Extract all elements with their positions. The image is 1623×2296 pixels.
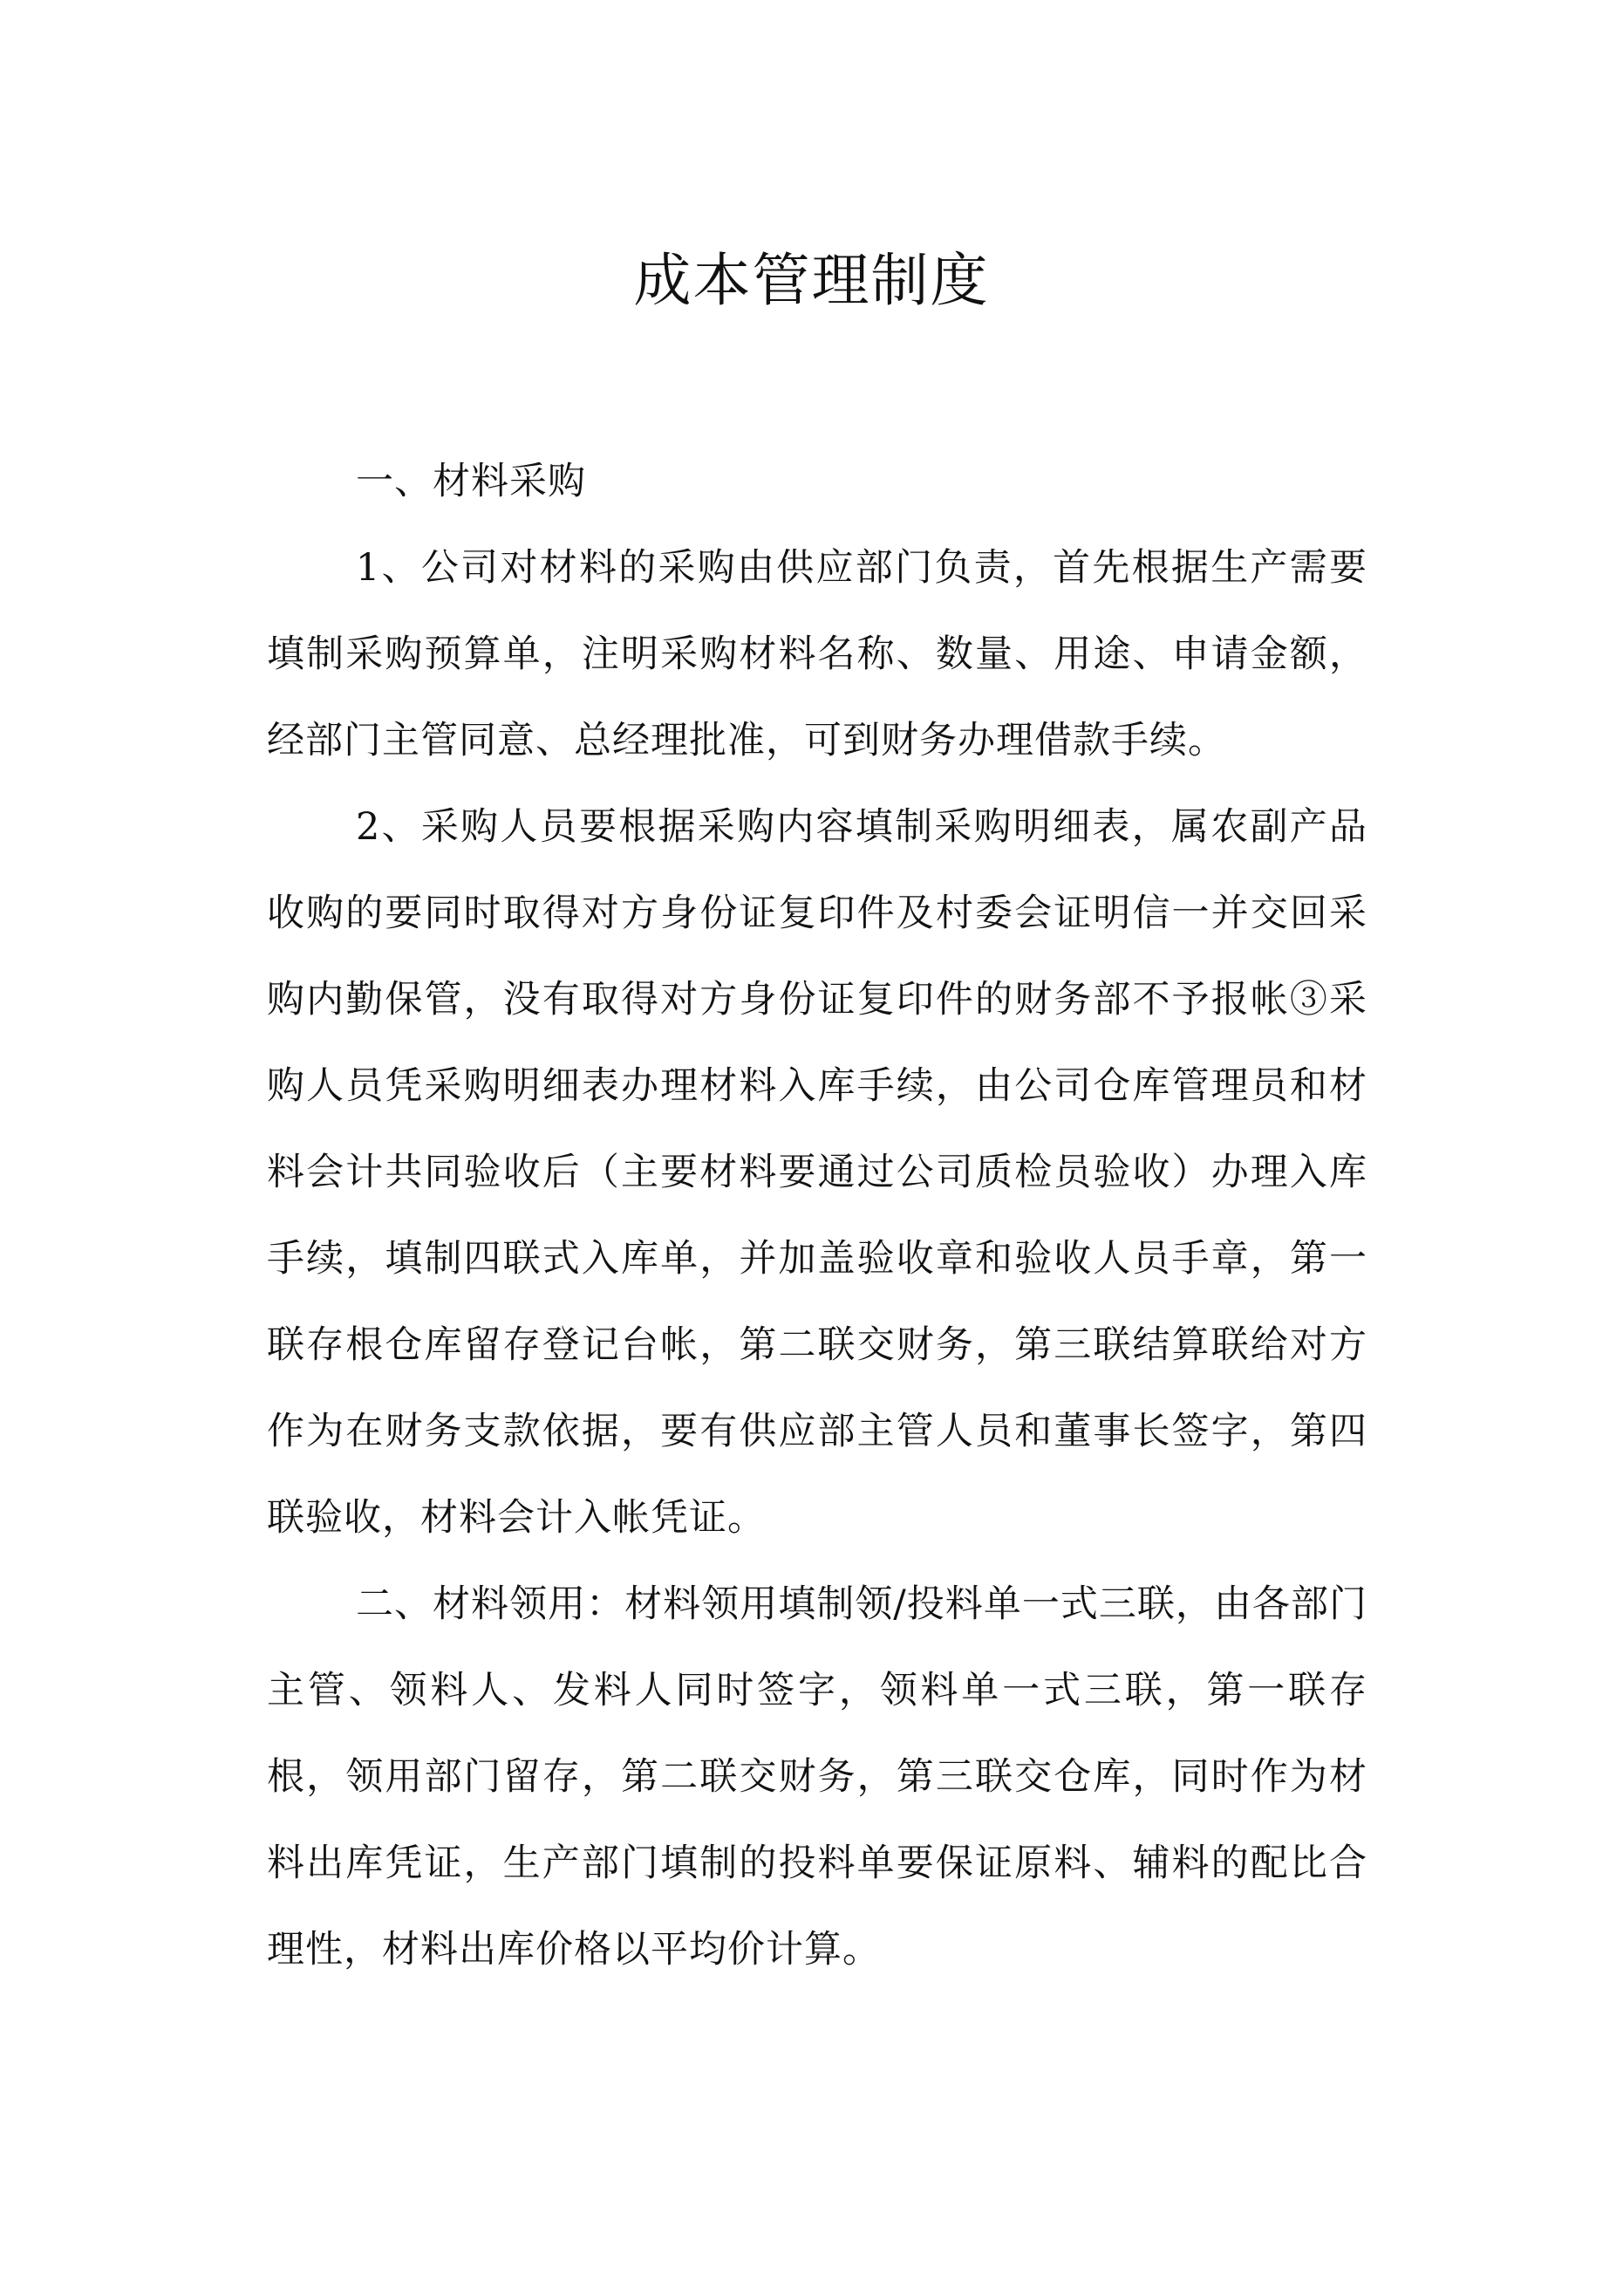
paragraph-material-requisition: 二、材料领用：材料领用填制领/投料单一式三联，由各部门主管、领料人、发料人同时签字，领料单一式三联，第一联存根，领用部门留存，第二联交财务，第三联交仓库，同时作为材料出库凭证，生产部门填制的投料单要保证原料、辅料的配比合理性，材料出库价格以平均价计算。 bbox=[267, 1582, 1367, 1971]
paragraph-purchase-rule-1: 1、公司对材料的采购由供应部门负责，首先根据生产需要填制采购预算单，注明采购材料名称、数量、用途、申请金额，经部门主管同意、总经理批准，可到财务办理借款手续。 bbox=[267, 546, 1367, 762]
document-title: 成本管理制度 bbox=[633, 247, 990, 314]
paragraph-purchase-rule-2: 2、采购人员要根据采购内容填制采购明细表，属农副产品收购的要同时取得对方身份证复印件及村委会证明信一并交回采购内勤保管，没有取得对方身份证复印件的财务部不予报帐③采购人员凭采购明细表办理材料入库手续，由公司仓库管理员和材料会计共同验收后（主要材料要通过公司质检员验收）办理入库手续，填制四联式入库单，并加盖验收章和验收人员手章，第一联存根仓库留存登记台帐，第二联交财务，第三联结算联给对方作为在财务支款依据，要有供应部主管人员和董事长签字，第四联验收，材料会计入帐凭证。 bbox=[267, 805, 1367, 1540]
section-heading-material-purchase: 一、材料采购 bbox=[356, 460, 586, 503]
document-body bbox=[267, 439, 1367, 1993]
